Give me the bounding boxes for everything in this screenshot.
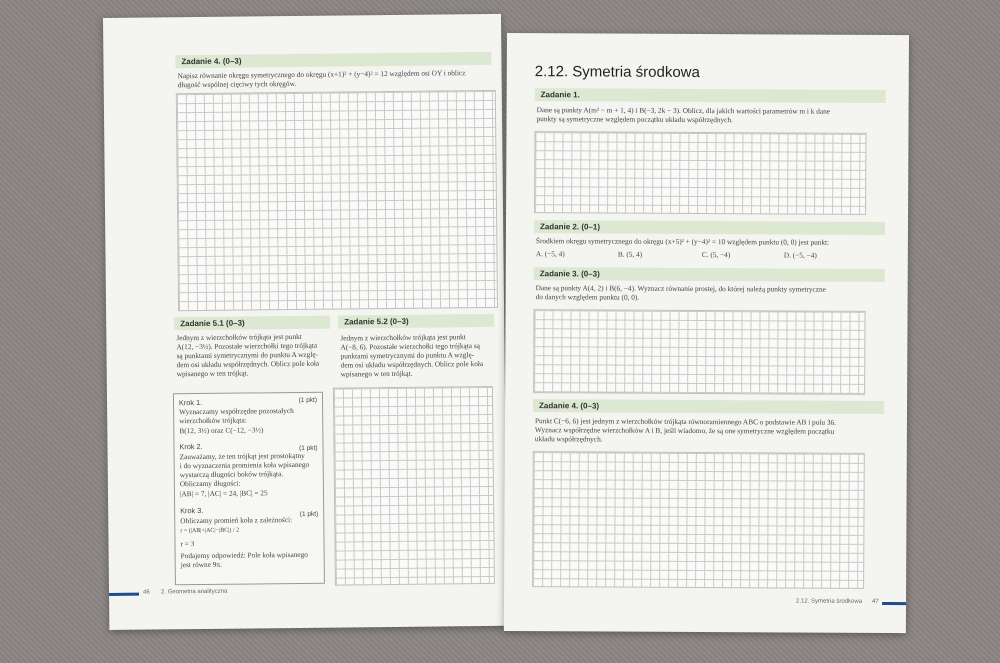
rz2-header: Zadanie 2. (0–1) (534, 220, 885, 235)
s1-line-1: Wyznaczamy współrzędne pozostałych (179, 406, 294, 417)
s1-line-2: wierzchołków trójkąta: (179, 415, 247, 426)
zad4-text-2: długość wspólnej cięciwy tych okręgów. (177, 78, 297, 90)
zad52-header: Zadanie 5.2 (0–3) (338, 314, 494, 329)
s2-line-5: |AB| = 7, |AC| = 24, |BC| = 25 (179, 488, 268, 499)
s2-line-1: Zauważamy, że ten trójkąt jest prostokątny (179, 450, 305, 462)
rz4-text-1: Punkt C(−6, 6) jest jednym z wierzchołków trójkąta równoramiennego ABC o podstawie AB i polu 36. (534, 416, 837, 427)
right-page-number: 47 (872, 598, 879, 605)
rz4-header: Zadanie 4. (0–3) (533, 399, 884, 414)
zad52-line-1: Jednym z wierzchołków trójkąta jest punkt (340, 332, 466, 343)
rz3-header: Zadanie 3. (0–3) (534, 267, 885, 282)
answer-grid-rz1[interactable] (534, 131, 866, 215)
zad4-text-1: Napisz równanie okręgu symetrycznego do okręgu (x+1)² + (y−4)² = 12 względem osi OY i oblicz (177, 68, 466, 81)
solution-box (173, 392, 325, 586)
zad51-line-5: wpisanego w ten trójkąt. (176, 368, 249, 379)
zad51-line-4: dem osi układu współrzędnych. Oblicz pole koła (176, 358, 320, 370)
left-page-number: 46 (142, 589, 150, 596)
zad51-header: Zadanie 5.1 (0–3) (174, 316, 330, 331)
s3-line-4: Podajemy odpowiedź: Pole koła wpisanego (180, 549, 308, 561)
s2-line-4: Obliczamy długości: (179, 478, 241, 489)
zad52-line-3: punktami symetrycznymi do punktu A wzglę- (340, 350, 475, 361)
rz2-option-c[interactable]: C. (5, −4) (701, 250, 731, 260)
s3-line-5: jest równe 9π. (180, 559, 222, 570)
rz1-header: Zadanie 1. (535, 88, 886, 103)
step1-points: (1 pkt) (298, 396, 318, 404)
rz2-text: Środkiem okręgu symetrycznego do okręgu (x+5)² + (y−4)² = 10 względem punktu (0, 0) jest punkt: (535, 236, 830, 247)
answer-grid-zad4[interactable] (176, 90, 498, 311)
s3-line-2: r = (|AB|+|AC|−|BC|) / 2 (180, 527, 240, 535)
answer-grid-rz3[interactable] (533, 309, 865, 395)
right-footer-bar (882, 602, 906, 605)
step3-label: Krok 3. (180, 505, 204, 516)
zad52-line-2: A(−8, 6). Pozostałe wierzchołki tego trójkąta są (340, 341, 480, 352)
rz2-option-a[interactable]: A. (−5, 4) (535, 249, 565, 259)
rz2-option-d[interactable]: D. (−5, −4) (783, 250, 817, 260)
rz1-text-2: punkty są symetryczne względem początku układu współrzędnych. (536, 114, 733, 125)
left-footer-bar (109, 593, 139, 596)
zad51-line-3: są punktami symetrycznymi do punktu A wzglę- (176, 349, 319, 361)
zad52-line-4: dem osi układu współrzędnych. Oblicz pole koła (340, 359, 484, 370)
s3-line-3: r = 3 (180, 539, 195, 549)
step3-points: (1 pkt) (299, 510, 319, 518)
step2-label: Krok 2. (179, 441, 203, 452)
s3-line-1: Obliczamy promień koła z zależności: (180, 515, 293, 526)
step1-label: Krok 1. (178, 397, 203, 408)
step2-points: (1 pkt) (299, 444, 318, 452)
rz3-text-2: do danych względem punktu (0, 0). (535, 292, 640, 302)
zad51-line-1: Jednym z wierzchołków trójkąta jest punkt (176, 331, 302, 343)
s2-line-2: i do wyznaczenia promienia koła wpisanego (179, 459, 310, 471)
right-page (504, 33, 909, 633)
left-page (103, 14, 507, 630)
s1-line-3: B(12, 3½) oraz C(−12, −3½) (179, 425, 264, 436)
answer-grid-rz4[interactable] (532, 451, 865, 589)
rz4-text-3: układu współrzędnych. (534, 434, 603, 444)
rz3-text-1: Dane są punkty A(4, 2) i B(6, −4). Wyznacz równanie prostej, do której należą punkty symetryczne (535, 283, 826, 294)
rz4-text-2: Wyznacz współrzędne wierzchołków A i B, jeśli wiadomo, że są one symetryczne względem początku (534, 425, 835, 436)
right-footer-section: 2.12. Symetria środkowa (796, 598, 863, 605)
rz1-text-1: Dane są punkty A(m² − m + 1, 4) i B(−3, 2k − 3). Oblicz, dla jakich wartości parametrów m i k dane (536, 105, 831, 116)
answer-grid-zad52[interactable] (333, 386, 495, 586)
zad51-line-2: A(12, −3½). Pozostałe wierzchołki tego trójkąta (176, 340, 318, 352)
rz2-option-b[interactable]: B. (5, 4) (617, 249, 643, 259)
section-title: 2.12. Symetria środkowa (534, 63, 700, 82)
left-footer-section: 2. Geometria analityczna (160, 588, 228, 596)
zad52-line-5: wpisanego w ten trójkąt. (340, 368, 413, 379)
zad4-header: Zadanie 4. (0–3) (175, 52, 491, 68)
s2-line-3: wystarczą długości boków trójkąta. (179, 469, 284, 480)
